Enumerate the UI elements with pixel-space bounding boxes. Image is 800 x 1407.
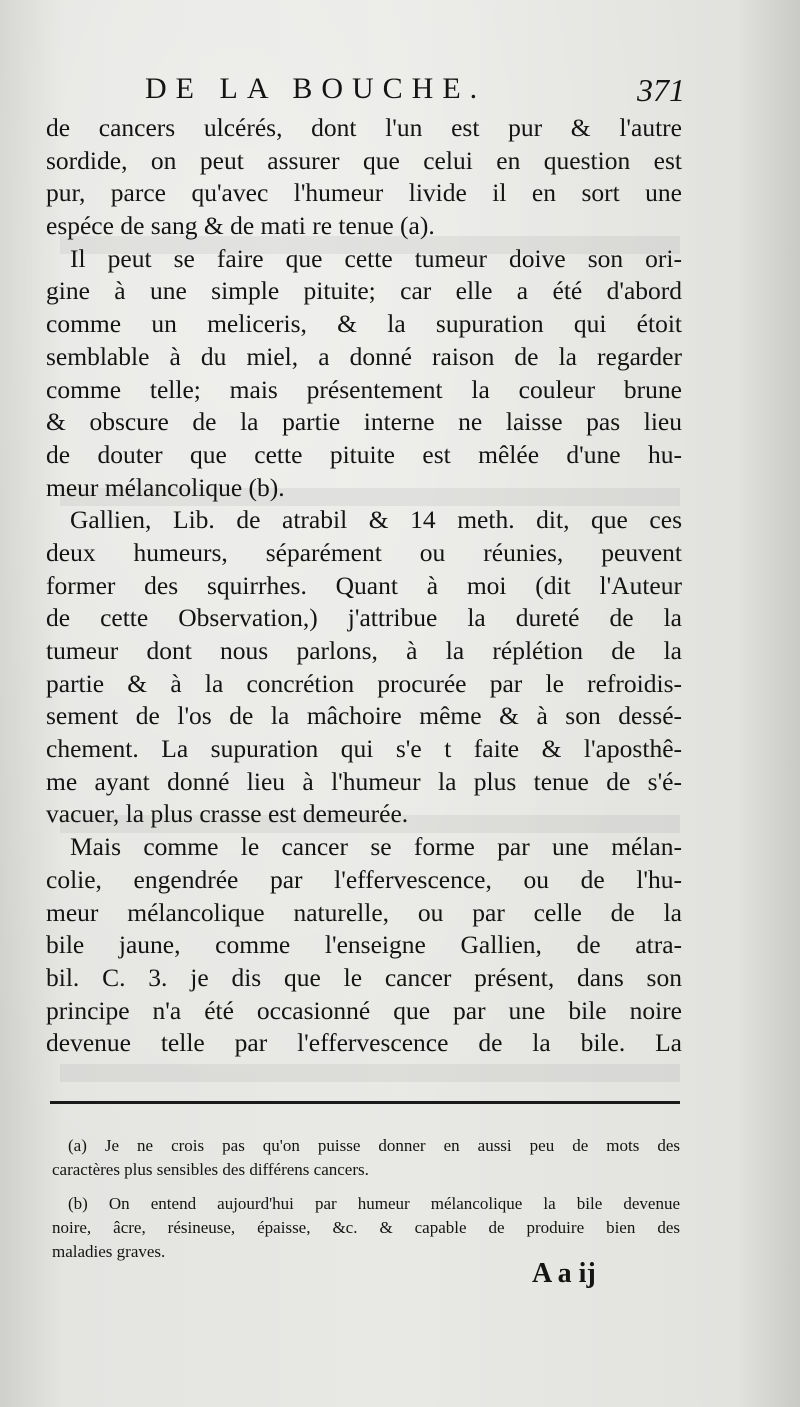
signature-mark: A a ij xyxy=(532,1258,596,1289)
text-line: vacuer, la plus crasse est demeurée. xyxy=(46,799,409,829)
footnotes xyxy=(52,1134,680,1274)
text-line: sement de l'os de la mâchoire même & à son dessé- xyxy=(46,701,682,731)
text-line: chement. La supuration qui s'e t faite & l'aposthê- xyxy=(46,734,682,764)
text-line: meur mélancolique naturelle, ou par celle de la xyxy=(46,897,682,927)
show-through-shadow xyxy=(60,1064,680,1082)
text-line: & obscure de la partie interne ne laisse pas lieu xyxy=(46,407,682,437)
text-line: principe n'a été occasionné que par une bile noire xyxy=(46,995,682,1025)
text-line: sordide, on peut assurer que celui en question est xyxy=(46,145,682,175)
text-line: pur, parce qu'avec l'humeur livide il en sort une xyxy=(46,178,682,208)
footnote-line: maladies graves. xyxy=(52,1242,166,1261)
text-line: de cette Observation,) j'attribue la dureté de la xyxy=(46,603,682,633)
footnote-b xyxy=(52,1192,680,1264)
text-line: comme telle; mais présentement la couleur brune xyxy=(46,374,682,404)
text-line: meur mélancolique (b). xyxy=(46,472,285,502)
running-title: DE LA BOUCHE. xyxy=(145,72,487,105)
text-line: partie & à la concrétion procurée par le refroidis- xyxy=(46,668,682,698)
footnote-a xyxy=(52,1134,680,1182)
text-line: tumeur dont nous parlons, à la réplétion de la xyxy=(46,636,682,665)
running-header xyxy=(145,72,685,116)
text-line: devenue telle par l'effervescence de la bile. La xyxy=(46,1028,682,1058)
text-line: former des squirrhes. Quant à moi (dit l'Auteur xyxy=(46,570,682,600)
text-line: colie, engendrée par l'effervescence, ou de l'hu- xyxy=(46,864,682,894)
page-number: 371 xyxy=(637,72,685,108)
footnote-line: (b) On entend aujourd'hui par humeur mélancolique la bile devenue xyxy=(68,1194,680,1213)
footnote-divider xyxy=(50,1101,680,1104)
text-line: me ayant donné lieu à l'humeur la plus tenue de s'é- xyxy=(46,766,682,796)
text-line: Il peut se faire que cette tumeur doive son ori- xyxy=(70,243,682,273)
text-line: comme un meliceris, & la supuration qui étoit xyxy=(46,309,682,339)
footnote-line: (a) Je ne crois pas qu'on puisse donner en aussi peu de mots des xyxy=(68,1136,680,1155)
text-line: bile jaune, comme l'enseigne Gallien, de atra- xyxy=(46,930,682,960)
text-line: Gallien, Lib. de atrabil & 14 meth. dit, que ces xyxy=(70,505,682,535)
footnote-line: caractères plus sensibles des différens cancers. xyxy=(52,1160,369,1179)
body-text xyxy=(46,112,682,1060)
text-line: deux humeurs, séparément ou réunies, peuvent xyxy=(46,537,682,567)
text-line: espéce de sang & de mati re tenue (a). xyxy=(46,211,435,241)
text-line: bil. C. 3. je dis que le cancer présent, dans son xyxy=(46,962,682,992)
text-line: semblable à du miel, a donné raison de la regarder xyxy=(46,341,682,371)
footnote-line: noire, âcre, résineuse, épaisse, &c. & capable de produire bien des xyxy=(52,1218,680,1237)
text-line: de douter que cette pituite est mêlée d'une hu- xyxy=(46,439,682,469)
text-line: gine à une simple pituite; car elle a été d'abord xyxy=(46,276,682,306)
text-line: Mais comme le cancer se forme par une mélan- xyxy=(70,832,682,862)
text-line: de cancers ulcérés, dont l'un est pur & l'autre xyxy=(46,113,682,142)
